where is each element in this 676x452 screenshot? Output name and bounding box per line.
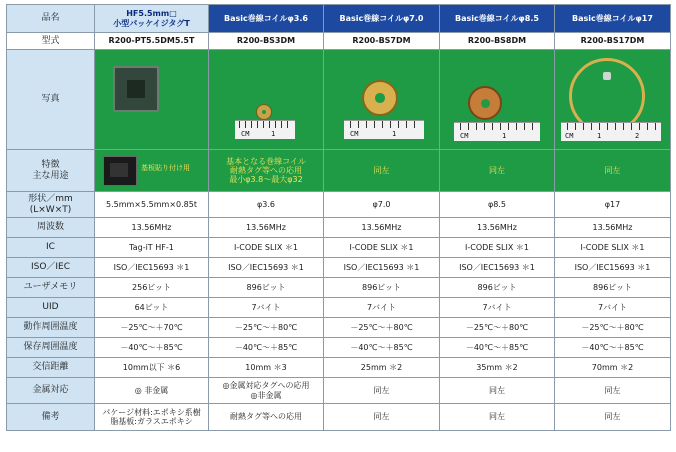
spec-cell: 10mm以下 ＊6: [95, 358, 209, 378]
header-col-1-line1: HF5.5mm□: [126, 9, 177, 19]
feature-label-line1: 特徴: [41, 160, 60, 171]
header-col-4: Basic巻線コイルφ8.5: [440, 5, 555, 33]
header-col-5: Basic巻線コイルφ17: [555, 5, 671, 33]
spec-cell: ISO／IEC15693 ＊1: [95, 258, 209, 278]
metal-cell: 同左: [324, 378, 440, 404]
type-cell: R200-BS7DM: [324, 33, 440, 50]
spec-cell: 256ビット: [95, 278, 209, 298]
feature-cell-1: [95, 150, 209, 192]
spec-cell: ISO／IEC15693 ＊1: [324, 258, 440, 278]
spec-cell: 13.56MHz: [324, 218, 440, 238]
type-cell: R200-PT5.5DM5.5T: [95, 33, 209, 50]
header-row: [7, 5, 671, 33]
header-label: 品名: [7, 5, 95, 33]
spec-cell: 10mm ＊3: [209, 358, 324, 378]
coil-8-5-image: [468, 86, 502, 120]
spec-row: [7, 238, 671, 258]
spec-cell: －25℃～＋80℃: [440, 318, 555, 338]
spec-row: [7, 218, 671, 238]
spec-cell: 70mm ＊2: [555, 358, 671, 378]
notes-cell-line: 脂基板:ガラスエポキシ: [110, 417, 193, 426]
notes-cell: [95, 404, 209, 431]
feature-cell-2: [209, 150, 324, 192]
notes-cell: 同左: [324, 404, 440, 431]
ruler: [561, 122, 661, 141]
ruler: [454, 122, 540, 141]
spec-cell: I-CODE SLIX ＊1: [324, 238, 440, 258]
coil-7-0-image: [362, 80, 398, 116]
spec-row: [7, 358, 671, 378]
ruler-mark: 1: [502, 131, 507, 140]
spec-label: 動作周囲温度: [7, 318, 95, 338]
spec-cell: Tag-iT HF-1: [95, 238, 209, 258]
metal-cell: 同左: [440, 378, 555, 404]
spec-cell: 896ビット: [440, 278, 555, 298]
spec-cell: －25℃～＋80℃: [209, 318, 324, 338]
photo-row: [7, 50, 671, 150]
spec-cell: I-CODE SLIX ＊1: [440, 238, 555, 258]
spec-cell: ISO／IEC15693 ＊1: [440, 258, 555, 278]
type-cell: R200-BS3DM: [209, 33, 324, 50]
spec-label: [7, 192, 95, 218]
header-col-1: [95, 5, 209, 33]
metal-cell: ◎ 非金属: [95, 378, 209, 404]
spec-cell: 7バイト: [555, 298, 671, 318]
spec-cell: 896ビット: [555, 278, 671, 298]
photo-cell-1: [95, 50, 209, 150]
feature-cell-3: 同左: [324, 150, 440, 192]
spec-cell: －25℃～＋70℃: [95, 318, 209, 338]
header-col-1-line2: 小型パッケイジタグT: [113, 18, 190, 28]
spec-cell: －25℃～＋80℃: [324, 318, 440, 338]
spec-label: ユーザメモリ: [7, 278, 95, 298]
metal-cell: [209, 378, 324, 404]
ruler-unit: CM: [460, 131, 469, 140]
spec-cell: －25℃～＋80℃: [555, 318, 671, 338]
ruler: [344, 120, 424, 139]
notes-cell: 同左: [440, 404, 555, 431]
spec-cell: 64ビット: [95, 298, 209, 318]
spec-row: [7, 338, 671, 358]
ruler-mark: 2: [635, 131, 640, 140]
spec-label-line2: (L×W×T): [29, 204, 72, 215]
photo-cell-4: [440, 50, 555, 150]
metal-cell-line: ◎非金属: [250, 390, 282, 400]
spec-cell: 896ビット: [324, 278, 440, 298]
header-col-2: Basic巻線コイルφ3.6: [209, 5, 324, 33]
spec-cell: φ8.5: [440, 192, 555, 218]
feature-label-line2: 主な用途: [32, 170, 69, 181]
feature-cell-4: 同左: [440, 150, 555, 192]
spec-cell: 7バイト: [324, 298, 440, 318]
spec-label: ISO／IEC: [7, 258, 95, 278]
feature-row: [7, 150, 671, 192]
spec-row: [7, 298, 671, 318]
spec-label: 交信距離: [7, 358, 95, 378]
photo-label: 写真: [7, 50, 95, 150]
type-cell: R200-BS8DM: [440, 33, 555, 50]
spec-cell: I-CODE SLIX ＊1: [555, 238, 671, 258]
spec-cell: 35mm ＊2: [440, 358, 555, 378]
package-tag-bottom-image: [103, 156, 137, 186]
spec-row: [7, 192, 671, 218]
notes-row: [7, 404, 671, 431]
type-label: 型式: [7, 33, 95, 50]
photo-cell-5: [555, 50, 671, 150]
photo-cell-2: [209, 50, 324, 150]
spec-cell: －40℃～＋85℃: [440, 338, 555, 358]
spec-cell: 13.56MHz: [95, 218, 209, 238]
spec-cell: 13.56MHz: [440, 218, 555, 238]
type-cell: R200-BS17DM: [555, 33, 671, 50]
spec-cell: ISO／IEC15693 ＊1: [209, 258, 324, 278]
spec-cell: －40℃～＋85℃: [555, 338, 671, 358]
feature-cell-1-text: 基板貼り付け用: [141, 164, 190, 172]
spec-cell: 896ビット: [209, 278, 324, 298]
ruler-mark: 1: [597, 131, 602, 140]
package-tag-image: [113, 66, 159, 112]
notes-label: 備考: [7, 404, 95, 431]
metal-row: [7, 378, 671, 404]
metal-label: 金属対応: [7, 378, 95, 404]
spec-label: UID: [7, 298, 95, 318]
feature-cell-2-line: 基本となる巻線コイル: [226, 156, 306, 166]
spec-cell: －40℃～＋85℃: [95, 338, 209, 358]
notes-cell-line: パケージ材料:エポキシ系樹: [102, 407, 201, 417]
photo-cell-3: [324, 50, 440, 150]
feature-cell-2-line: 最小φ3.8～最大φ32: [229, 175, 303, 185]
spec-cell: ISO／IEC15693 ＊1: [555, 258, 671, 278]
spec-label: IC: [7, 238, 95, 258]
spec-label: 保存周囲温度: [7, 338, 95, 358]
feature-cell-5: 同左: [555, 150, 671, 192]
type-row: [7, 33, 671, 50]
spec-cell: 13.56MHz: [209, 218, 324, 238]
spec-cell: φ17: [555, 192, 671, 218]
ruler-unit: CM: [565, 131, 574, 140]
header-col-3: Basic巻線コイルφ7.0: [324, 5, 440, 33]
ruler-mark: 1: [392, 129, 397, 138]
spec-row: [7, 278, 671, 298]
ruler-unit: CM: [241, 129, 250, 138]
spec-cell: 7バイト: [440, 298, 555, 318]
coil-3-6-image: [256, 104, 272, 120]
coil-ic-dot: [603, 72, 611, 80]
spec-cell: φ3.6: [209, 192, 324, 218]
spec-cell: －40℃～＋85℃: [324, 338, 440, 358]
spec-table: [6, 4, 671, 431]
notes-cell: 耐熱タグ等への応用: [209, 404, 324, 431]
spec-cell: －40℃～＋85℃: [209, 338, 324, 358]
spec-cell: φ7.0: [324, 192, 440, 218]
spec-cell: 5.5mm×5.5mm×0.85t: [95, 192, 209, 218]
ruler-unit: CM: [350, 129, 359, 138]
spec-cell: 7バイト: [209, 298, 324, 318]
spec-row: [7, 318, 671, 338]
feature-label: [7, 150, 95, 192]
spec-cell: I-CODE SLIX ＊1: [209, 238, 324, 258]
spec-cell: 13.56MHz: [555, 218, 671, 238]
ruler-mark: 1: [271, 129, 276, 138]
spec-label: 周波数: [7, 218, 95, 238]
feature-cell-2-line: 耐熱タグ等への応用: [230, 165, 302, 175]
ruler: [235, 120, 295, 139]
spec-label-line1: 形状／mm: [28, 194, 73, 205]
metal-cell-line: ◎金属対応タグへの応用: [222, 381, 310, 391]
metal-cell: 同左: [555, 378, 671, 404]
spec-row: [7, 258, 671, 278]
notes-cell: 同左: [555, 404, 671, 431]
spec-cell: 25mm ＊2: [324, 358, 440, 378]
